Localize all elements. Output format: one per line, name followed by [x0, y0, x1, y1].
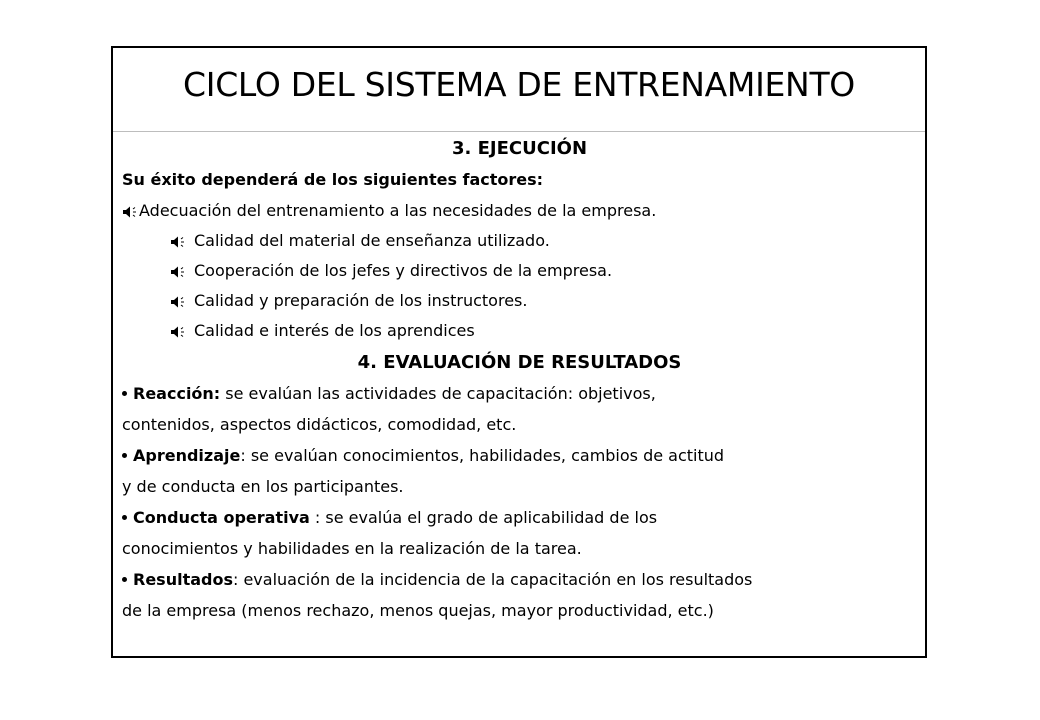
factor-item-label: Calidad e interés de los aprendices: [194, 321, 475, 340]
evaluation-item: [122, 384, 656, 404]
speaker-icon: [170, 234, 186, 254]
evaluation-text: : se evalúa el grado de aplicabilidad de los: [309, 508, 658, 527]
bullet-icon: [122, 515, 127, 520]
evaluation-item: [122, 570, 752, 590]
evaluation-item: [122, 446, 724, 466]
evaluation-text-cont: contenidos, aspectos didácticos, comodidad, etc.: [122, 415, 517, 434]
section-3-heading: 3. EJECUCIÓN: [451, 138, 588, 159]
evaluation-term: Reacción:: [133, 384, 221, 403]
factor-item: [170, 321, 475, 344]
slide-frame: [111, 46, 927, 658]
bullet-icon: [122, 577, 127, 582]
bullet-icon: [122, 391, 127, 396]
evaluation-text: se evalúan las actividades de capacitación: objetivos,: [220, 384, 656, 403]
factor-item: [122, 201, 656, 224]
speaker-icon: [170, 294, 186, 314]
page-title: CICLO DEL SISTEMA DE ENTRENAMIENTO: [183, 65, 855, 104]
factor-item: [170, 261, 612, 284]
speaker-icon: [170, 264, 186, 284]
factor-item-label: Calidad del material de enseñanza utilizado.: [194, 231, 550, 250]
evaluation-text-cont: de la empresa (menos rechazo, menos quejas, mayor productividad, etc.): [122, 601, 714, 620]
section-3-intro: Su éxito dependerá de los siguientes factores:: [122, 170, 544, 189]
evaluation-text-cont: conocimientos y habilidades en la realización de la tarea.: [122, 539, 582, 558]
evaluation-term: Conducta operativa: [133, 508, 310, 527]
factor-item-label: Cooperación de los jefes y directivos de la empresa.: [194, 261, 613, 280]
evaluation-term: Resultados: [133, 570, 233, 589]
evaluation-term: Aprendizaje: [133, 446, 241, 465]
bullet-icon: [122, 453, 127, 458]
factor-item-label: Adecuación del entrenamiento a las necesidades de la empresa.: [139, 201, 657, 220]
evaluation-text: : evaluación de la incidencia de la capacitación en los resultados: [232, 570, 753, 589]
title-band: [113, 48, 925, 132]
evaluation-text-cont: y de conducta en los participantes.: [122, 477, 404, 496]
factor-item: [170, 291, 527, 314]
speaker-icon: [170, 324, 186, 344]
speaker-icon: [122, 204, 138, 224]
section-4-heading: 4. EVALUACIÓN DE RESULTADOS: [357, 352, 682, 373]
evaluation-text: : se evalúan conocimientos, habilidades, cambios de actitud: [240, 446, 725, 465]
evaluation-item: [122, 508, 657, 528]
factor-item: [170, 231, 550, 254]
factor-item-label: Calidad y preparación de los instructores.: [194, 291, 528, 310]
